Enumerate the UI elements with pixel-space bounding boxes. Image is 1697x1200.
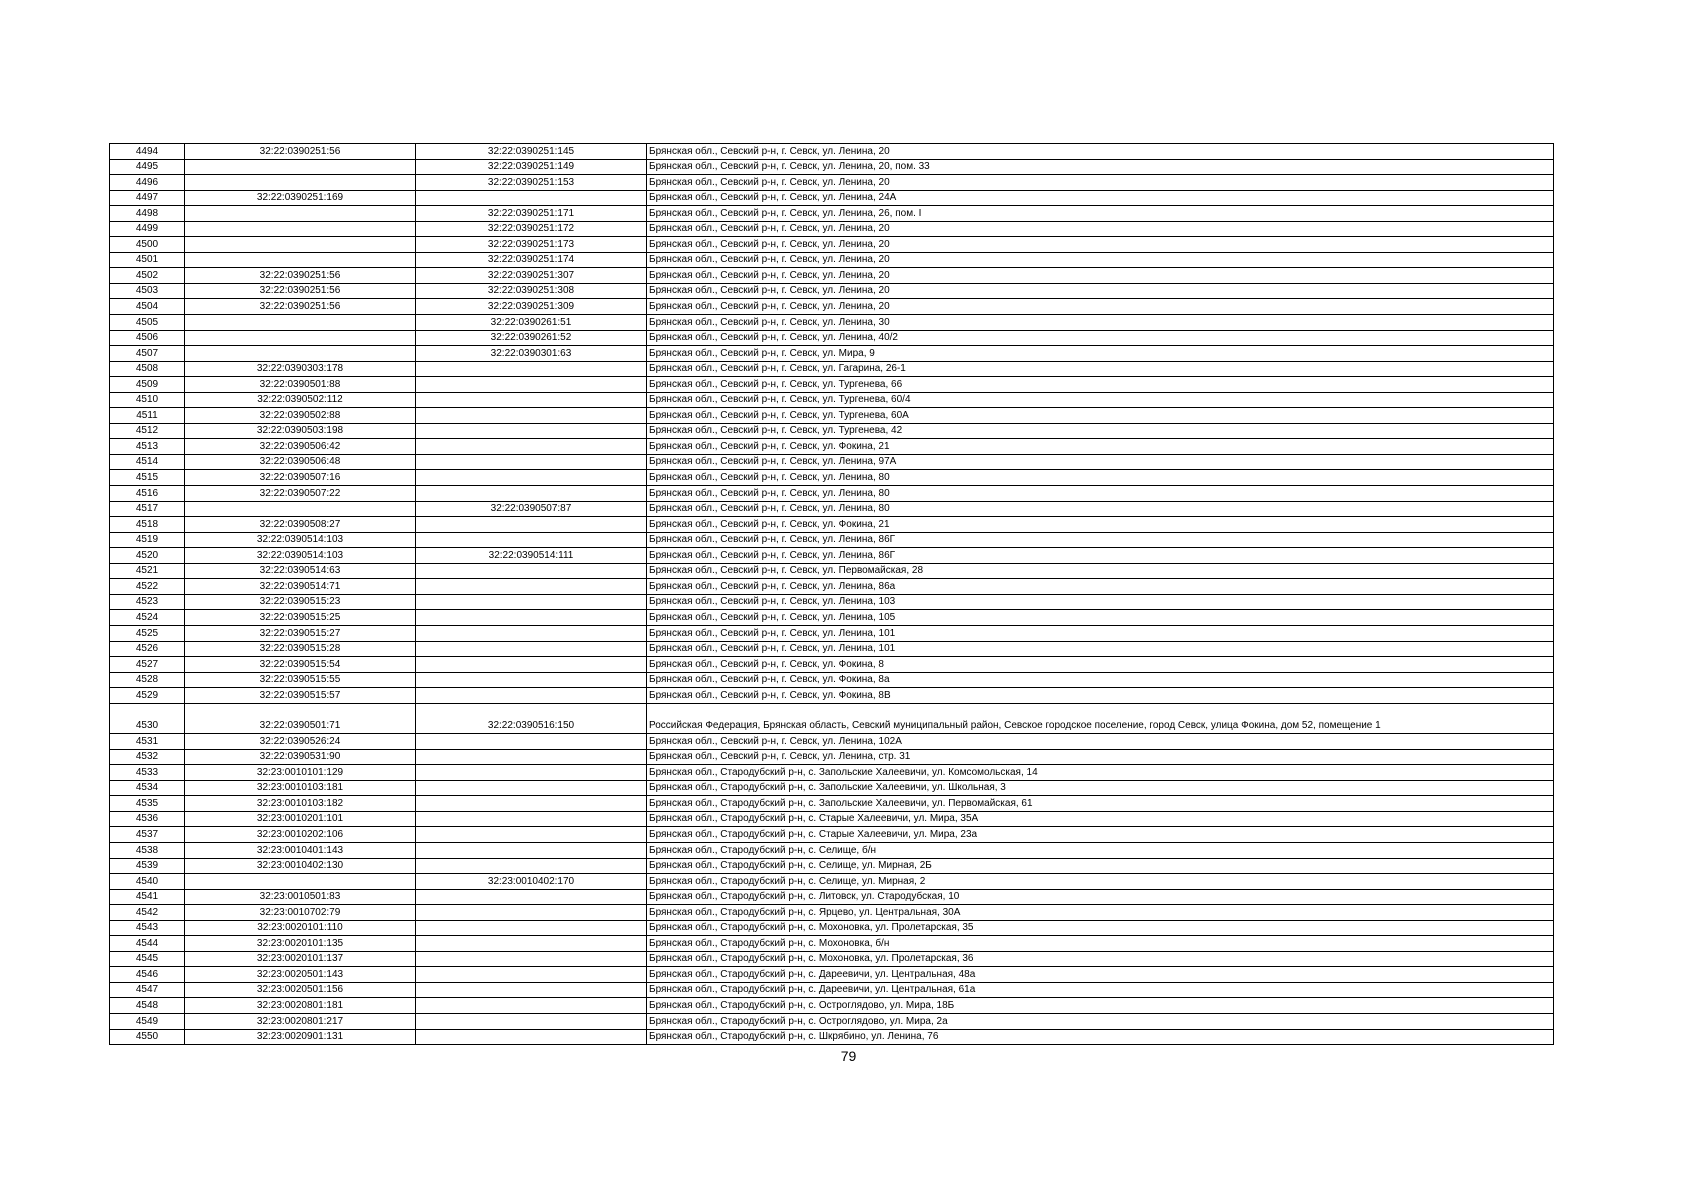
row-number-cell: 4536 <box>110 811 185 827</box>
parent-cadastral-cell: 32:23:0020101:135 <box>185 936 416 952</box>
parent-cadastral-cell <box>185 206 416 222</box>
cadastral-number-cell <box>416 672 647 688</box>
table-row <box>110 780 1554 796</box>
table-row <box>110 532 1554 548</box>
address-cell: Брянская обл., Севский р-н, г. Севск, ул. Ленина, 86Г <box>647 532 1554 548</box>
address-cell: Брянская обл., Севский р-н, г. Севск, ул. Фокина, 8а <box>647 672 1554 688</box>
table-row <box>110 811 1554 827</box>
parent-cadastral-cell: 32:22:0390515:57 <box>185 688 416 704</box>
row-number-cell: 4511 <box>110 408 185 424</box>
parent-cadastral-cell <box>185 237 416 253</box>
parent-cadastral-cell: 32:23:0020501:156 <box>185 982 416 998</box>
cadastral-number-cell <box>416 843 647 859</box>
table-row <box>110 765 1554 781</box>
row-number-cell: 4529 <box>110 688 185 704</box>
table-row <box>110 346 1554 362</box>
table-row <box>110 175 1554 191</box>
table-row <box>110 548 1554 564</box>
row-number-cell: 4501 <box>110 252 185 268</box>
table-row <box>110 283 1554 299</box>
table-row <box>110 951 1554 967</box>
parent-cadastral-cell: 32:22:0390515:54 <box>185 657 416 673</box>
address-cell: Брянская обл., Стародубский р-н, с. Остроглядово, ул. Мира, 18Б <box>647 998 1554 1014</box>
address-cell: Брянская обл., Стародубский р-н, с. Старые Халеевичи, ул. Мира, 23а <box>647 827 1554 843</box>
parent-cadastral-cell: 32:22:0390251:56 <box>185 144 416 160</box>
address-cell: Брянская обл., Севский р-н, г. Севск, ул. Фокина, 21 <box>647 517 1554 533</box>
row-number-cell: 4520 <box>110 548 185 564</box>
address-cell: Брянская обл., Стародубский р-н, с. Мохоновка, ул. Пролетарская, 36 <box>647 951 1554 967</box>
table-row <box>110 827 1554 843</box>
parent-cadastral-cell: 32:22:0390508:27 <box>185 517 416 533</box>
table-row <box>110 688 1554 704</box>
cadastral-number-cell <box>416 408 647 424</box>
table-row <box>110 454 1554 470</box>
row-number-cell: 4545 <box>110 951 185 967</box>
cadastral-number-cell: 32:22:0390261:51 <box>416 315 647 331</box>
parent-cadastral-cell: 32:22:0390506:42 <box>185 439 416 455</box>
address-cell: Брянская обл., Севский р-н, г. Севск, ул. Ленина, 102А <box>647 734 1554 750</box>
cadastral-number-cell: 32:22:0390251:171 <box>416 206 647 222</box>
address-cell: Брянская обл., Севский р-н, г. Севск, ул. Мира, 9 <box>647 346 1554 362</box>
row-number-cell: 4499 <box>110 221 185 237</box>
parent-cadastral-cell: 32:22:0390515:25 <box>185 610 416 626</box>
table-row <box>110 439 1554 455</box>
table-row <box>110 237 1554 253</box>
table-row <box>110 967 1554 983</box>
address-cell: Брянская обл., Севский р-н, г. Севск, ул. Ленина, 20 <box>647 175 1554 191</box>
parent-cadastral-cell: 32:22:0390502:88 <box>185 408 416 424</box>
cadastral-number-cell <box>416 190 647 206</box>
cadastral-number-cell: 32:22:0390261:52 <box>416 330 647 346</box>
row-number-cell: 4540 <box>110 874 185 890</box>
address-cell: Брянская обл., Стародубский р-н, с. Шкрябино, ул. Ленина, 76 <box>647 1029 1554 1045</box>
address-cell: Брянская обл., Севский р-н, г. Севск, ул. Ленина, 20 <box>647 237 1554 253</box>
address-cell: Брянская обл., Севский р-н, г. Севск, ул. Ленина, 30 <box>647 315 1554 331</box>
cadastral-number-cell <box>416 641 647 657</box>
cadastral-number-cell <box>416 749 647 765</box>
table-row <box>110 657 1554 673</box>
row-number-cell: 4543 <box>110 920 185 936</box>
parent-cadastral-cell: 32:23:0020801:181 <box>185 998 416 1014</box>
parent-cadastral-cell: 32:23:0010103:182 <box>185 796 416 812</box>
table-row <box>110 361 1554 377</box>
address-cell: Брянская обл., Севский р-н, г. Севск, ул. Ленина, 20, пом. 33 <box>647 159 1554 175</box>
table-row <box>110 594 1554 610</box>
parent-cadastral-cell <box>185 315 416 331</box>
row-number-cell: 4506 <box>110 330 185 346</box>
row-number-cell: 4515 <box>110 470 185 486</box>
cadastral-number-cell <box>416 998 647 1014</box>
row-number-cell: 4527 <box>110 657 185 673</box>
cadastral-number-cell <box>416 811 647 827</box>
table-row <box>110 905 1554 921</box>
row-number-cell: 4524 <box>110 610 185 626</box>
parent-cadastral-cell: 32:23:0010101:129 <box>185 765 416 781</box>
table-body <box>110 144 1554 1045</box>
address-cell: Брянская обл., Севский р-н, г. Севск, ул. Фокина, 8В <box>647 688 1554 704</box>
address-cell: Брянская обл., Стародубский р-н, с. Запольские Халеевичи, ул. Первомайская, 61 <box>647 796 1554 812</box>
cadastral-number-cell <box>416 967 647 983</box>
address-cell: Брянская обл., Севский р-н, г. Севск, ул. Тургенева, 66 <box>647 377 1554 393</box>
table-row <box>110 299 1554 315</box>
cadastral-number-cell <box>416 951 647 967</box>
cadastral-number-cell: 32:22:0390251:309 <box>416 299 647 315</box>
cadastral-number-cell <box>416 610 647 626</box>
cadastral-number-cell: 32:22:0390516:150 <box>416 703 647 734</box>
parent-cadastral-cell <box>185 346 416 362</box>
row-number-cell: 4549 <box>110 1014 185 1030</box>
table-row <box>110 610 1554 626</box>
cadastral-number-cell: 32:23:0010402:170 <box>416 874 647 890</box>
row-number-cell: 4504 <box>110 299 185 315</box>
address-cell: Российская Федерация, Брянская область, Севский муниципальный район, Севское городское поселение, город Севск, улица Фокина, дом 52, помещение 1 <box>647 703 1554 734</box>
table-row <box>110 858 1554 874</box>
parent-cadastral-cell: 32:23:0020801:217 <box>185 1014 416 1030</box>
address-cell: Брянская обл., Стародубский р-н, с. Селище, ул. Мирная, 2Б <box>647 858 1554 874</box>
cadastral-number-cell <box>416 625 647 641</box>
address-cell: Брянская обл., Стародубский р-н, с. Запольские Халеевичи, ул. Комсомольская, 14 <box>647 765 1554 781</box>
table-row <box>110 330 1554 346</box>
parent-cadastral-cell: 32:22:0390503:198 <box>185 423 416 439</box>
cadastral-number-cell <box>416 889 647 905</box>
address-cell: Брянская обл., Севский р-н, г. Севск, ул. Ленина, 20 <box>647 221 1554 237</box>
row-number-cell: 4547 <box>110 982 185 998</box>
address-cell: Брянская обл., Севский р-н, г. Севск, ул. Ленина, 26, пом. I <box>647 206 1554 222</box>
row-number-cell: 4521 <box>110 563 185 579</box>
table-row <box>110 190 1554 206</box>
cadastral-number-cell <box>416 423 647 439</box>
row-number-cell: 4516 <box>110 486 185 502</box>
row-number-cell: 4541 <box>110 889 185 905</box>
parent-cadastral-cell: 32:22:0390515:55 <box>185 672 416 688</box>
parent-cadastral-cell: 32:22:0390251:169 <box>185 190 416 206</box>
table-row <box>110 408 1554 424</box>
address-cell: Брянская обл., Севский р-н, г. Севск, ул. Ленина, 86Г <box>647 548 1554 564</box>
address-cell: Брянская обл., Севский р-н, г. Севск, ул. Ленина, 40/2 <box>647 330 1554 346</box>
cadastral-number-cell <box>416 1029 647 1045</box>
address-cell: Брянская обл., Севский р-н, г. Севск, ул. Ленина, 20 <box>647 268 1554 284</box>
address-cell: Брянская обл., Севский р-н, г. Севск, ул. Ленина, 101 <box>647 641 1554 657</box>
parent-cadastral-cell: 32:22:0390251:56 <box>185 299 416 315</box>
row-number-cell: 4528 <box>110 672 185 688</box>
address-cell: Брянская обл., Стародубский р-н, с. Запольские Халеевичи, ул. Школьная, 3 <box>647 780 1554 796</box>
row-number-cell: 4526 <box>110 641 185 657</box>
row-number-cell: 4533 <box>110 765 185 781</box>
parent-cadastral-cell: 32:22:0390531:90 <box>185 749 416 765</box>
row-number-cell: 4538 <box>110 843 185 859</box>
row-number-cell: 4531 <box>110 734 185 750</box>
table-row <box>110 1029 1554 1045</box>
address-cell: Брянская обл., Стародубский р-н, с. Мохоновка, б/н <box>647 936 1554 952</box>
cadastral-number-cell <box>416 688 647 704</box>
parent-cadastral-cell: 32:22:0390515:23 <box>185 594 416 610</box>
address-cell: Брянская обл., Стародубский р-н, с. Селище, б/н <box>647 843 1554 859</box>
table-row <box>110 982 1554 998</box>
parent-cadastral-cell: 32:23:0020101:110 <box>185 920 416 936</box>
table-row <box>110 392 1554 408</box>
parent-cadastral-cell: 32:22:0390515:27 <box>185 625 416 641</box>
parent-cadastral-cell: 32:22:0390514:103 <box>185 548 416 564</box>
address-cell: Брянская обл., Севский р-н, г. Севск, ул. Ленина, 20 <box>647 144 1554 160</box>
cadastral-number-cell: 32:22:0390251:149 <box>416 159 647 175</box>
table-row <box>110 377 1554 393</box>
address-cell: Брянская обл., Севский р-н, г. Севск, ул. Ленина, 20 <box>647 299 1554 315</box>
table-row <box>110 252 1554 268</box>
row-number-cell: 4519 <box>110 532 185 548</box>
address-cell: Брянская обл., Севский р-н, г. Севск, ул. Ленина, 24А <box>647 190 1554 206</box>
parent-cadastral-cell: 32:22:0390251:56 <box>185 283 416 299</box>
address-cell: Брянская обл., Севский р-н, г. Севск, ул. Фокина, 8 <box>647 657 1554 673</box>
parent-cadastral-cell: 32:23:0020901:131 <box>185 1029 416 1045</box>
cadastral-number-cell <box>416 780 647 796</box>
row-number-cell: 4525 <box>110 625 185 641</box>
parent-cadastral-cell: 32:23:0010202:106 <box>185 827 416 843</box>
table-row <box>110 517 1554 533</box>
row-number-cell: 4534 <box>110 780 185 796</box>
row-number-cell: 4532 <box>110 749 185 765</box>
parent-cadastral-cell <box>185 330 416 346</box>
parent-cadastral-cell: 32:23:0010401:143 <box>185 843 416 859</box>
cadastral-number-cell: 32:22:0390251:307 <box>416 268 647 284</box>
address-cell: Брянская обл., Севский р-н, г. Севск, ул. Ленина, 80 <box>647 486 1554 502</box>
table-row <box>110 874 1554 890</box>
row-number-cell: 4548 <box>110 998 185 1014</box>
cadastral-number-cell: 32:22:0390514:111 <box>416 548 647 564</box>
row-number-cell: 4502 <box>110 268 185 284</box>
row-number-cell: 4494 <box>110 144 185 160</box>
cadastral-number-cell <box>416 657 647 673</box>
row-number-cell: 4498 <box>110 206 185 222</box>
cadastral-table <box>109 143 1554 1045</box>
parent-cadastral-cell <box>185 501 416 517</box>
row-number-cell: 4546 <box>110 967 185 983</box>
address-cell: Брянская обл., Стародубский р-н, с. Ярцево, ул. Центральная, 30А <box>647 905 1554 921</box>
address-cell: Брянская обл., Севский р-н, г. Севск, ул. Ленина, стр. 31 <box>647 749 1554 765</box>
table-row <box>110 703 1554 734</box>
cadastral-number-cell <box>416 920 647 936</box>
table-row <box>110 796 1554 812</box>
cadastral-number-cell <box>416 796 647 812</box>
parent-cadastral-cell <box>185 175 416 191</box>
cadastral-number-cell <box>416 377 647 393</box>
address-cell: Брянская обл., Севский р-н, г. Севск, ул. Ленина, 20 <box>647 252 1554 268</box>
row-number-cell: 4500 <box>110 237 185 253</box>
address-cell: Брянская обл., Севский р-н, г. Севск, ул. Ленина, 80 <box>647 501 1554 517</box>
cadastral-number-cell: 32:22:0390251:153 <box>416 175 647 191</box>
row-number-cell: 4512 <box>110 423 185 439</box>
address-cell: Брянская обл., Стародубский р-н, с. Селище, ул. Мирная, 2 <box>647 874 1554 890</box>
address-cell: Брянская обл., Севский р-н, г. Севск, ул. Ленина, 103 <box>647 594 1554 610</box>
table-row <box>110 936 1554 952</box>
address-cell: Брянская обл., Стародубский р-н, с. Остроглядово, ул. Мира, 2а <box>647 1014 1554 1030</box>
table-row <box>110 579 1554 595</box>
row-number-cell: 4507 <box>110 346 185 362</box>
table-row <box>110 144 1554 160</box>
cadastral-number-cell: 32:22:0390251:174 <box>416 252 647 268</box>
parent-cadastral-cell: 32:22:0390303:178 <box>185 361 416 377</box>
parent-cadastral-cell: 32:22:0390515:28 <box>185 641 416 657</box>
address-cell: Брянская обл., Стародубский р-н, с. Дареевичи, ул. Центральная, 61а <box>647 982 1554 998</box>
parent-cadastral-cell: 32:22:0390514:103 <box>185 532 416 548</box>
table-row <box>110 159 1554 175</box>
address-cell: Брянская обл., Севский р-н, г. Севск, ул. Тургенева, 60А <box>647 408 1554 424</box>
cadastral-number-cell <box>416 532 647 548</box>
cadastral-number-cell <box>416 361 647 377</box>
cadastral-number-cell <box>416 905 647 921</box>
table-row <box>110 486 1554 502</box>
table-row <box>110 501 1554 517</box>
table-row <box>110 206 1554 222</box>
table-row <box>110 563 1554 579</box>
row-number-cell: 4514 <box>110 454 185 470</box>
address-cell: Брянская обл., Севский р-н, г. Севск, ул. Фокина, 21 <box>647 439 1554 455</box>
cadastral-number-cell <box>416 982 647 998</box>
cadastral-number-cell <box>416 579 647 595</box>
parent-cadastral-cell: 32:22:0390502:112 <box>185 392 416 408</box>
parent-cadastral-cell <box>185 159 416 175</box>
table-row <box>110 315 1554 331</box>
row-number-cell: 4542 <box>110 905 185 921</box>
row-number-cell: 4550 <box>110 1029 185 1045</box>
address-cell: Брянская обл., Севский р-н, г. Севск, ул. Ленина, 101 <box>647 625 1554 641</box>
row-number-cell: 4496 <box>110 175 185 191</box>
row-number-cell: 4503 <box>110 283 185 299</box>
address-cell: Брянская обл., Стародубский р-н, с. Мохоновка, ул. Пролетарская, 35 <box>647 920 1554 936</box>
cadastral-number-cell <box>416 563 647 579</box>
cadastral-number-cell <box>416 439 647 455</box>
parent-cadastral-cell: 32:22:0390507:16 <box>185 470 416 486</box>
parent-cadastral-cell: 32:22:0390526:24 <box>185 734 416 750</box>
address-cell: Брянская обл., Стародубский р-н, с. Литовск, ул. Стародубская, 10 <box>647 889 1554 905</box>
cadastral-number-cell: 32:22:0390251:145 <box>416 144 647 160</box>
table-row <box>110 889 1554 905</box>
cadastral-number-cell <box>416 594 647 610</box>
cadastral-number-cell <box>416 734 647 750</box>
row-number-cell: 4537 <box>110 827 185 843</box>
table-row <box>110 625 1554 641</box>
table-row <box>110 1014 1554 1030</box>
parent-cadastral-cell: 32:22:0390514:71 <box>185 579 416 595</box>
table-row <box>110 920 1554 936</box>
address-cell: Брянская обл., Севский р-н, г. Севск, ул. Ленина, 20 <box>647 283 1554 299</box>
parent-cadastral-cell <box>185 221 416 237</box>
cadastral-number-cell <box>416 827 647 843</box>
row-number-cell: 4517 <box>110 501 185 517</box>
cadastral-number-cell: 32:22:0390507:87 <box>416 501 647 517</box>
address-cell: Брянская обл., Стародубский р-н, с. Старые Халеевичи, ул. Мира, 35А <box>647 811 1554 827</box>
address-cell: Брянская обл., Севский р-н, г. Севск, ул. Тургенева, 42 <box>647 423 1554 439</box>
row-number-cell: 4510 <box>110 392 185 408</box>
parent-cadastral-cell: 32:22:0390507:22 <box>185 486 416 502</box>
cadastral-number-cell: 32:22:0390251:172 <box>416 221 647 237</box>
parent-cadastral-cell: 32:23:0020501:143 <box>185 967 416 983</box>
address-cell: Брянская обл., Севский р-н, г. Севск, ул. Ленина, 80 <box>647 470 1554 486</box>
address-cell: Брянская обл., Севский р-н, г. Севск, ул. Гагарина, 26-1 <box>647 361 1554 377</box>
table-row <box>110 470 1554 486</box>
address-cell: Брянская обл., Севский р-н, г. Севск, ул. Тургенева, 60/4 <box>647 392 1554 408</box>
parent-cadastral-cell: 32:22:0390251:56 <box>185 268 416 284</box>
page-number: 79 <box>840 1048 857 1064</box>
cadastral-number-cell <box>416 1014 647 1030</box>
row-number-cell: 4530 <box>110 703 185 734</box>
row-number-cell: 4509 <box>110 377 185 393</box>
cadastral-number-cell: 32:22:0390301:63 <box>416 346 647 362</box>
row-number-cell: 4535 <box>110 796 185 812</box>
cadastral-number-cell <box>416 454 647 470</box>
row-number-cell: 4495 <box>110 159 185 175</box>
cadastral-number-cell <box>416 392 647 408</box>
cadastral-number-cell <box>416 765 647 781</box>
address-cell: Брянская обл., Севский р-н, г. Севск, ул. Ленина, 105 <box>647 610 1554 626</box>
table-row <box>110 843 1554 859</box>
parent-cadastral-cell: 32:22:0390501:88 <box>185 377 416 393</box>
parent-cadastral-cell: 32:23:0020101:137 <box>185 951 416 967</box>
cadastral-number-cell: 32:22:0390251:173 <box>416 237 647 253</box>
table-row <box>110 641 1554 657</box>
table-row <box>110 749 1554 765</box>
cadastral-number-cell <box>416 517 647 533</box>
parent-cadastral-cell: 32:22:0390501:71 <box>185 703 416 734</box>
address-cell: Брянская обл., Севский р-н, г. Севск, ул. Первомайская, 28 <box>647 563 1554 579</box>
row-number-cell: 4539 <box>110 858 185 874</box>
parent-cadastral-cell: 32:23:0010201:101 <box>185 811 416 827</box>
row-number-cell: 4497 <box>110 190 185 206</box>
table-row <box>110 672 1554 688</box>
table-row <box>110 268 1554 284</box>
parent-cadastral-cell: 32:23:0010501:83 <box>185 889 416 905</box>
parent-cadastral-cell: 32:23:0010402:130 <box>185 858 416 874</box>
row-number-cell: 4513 <box>110 439 185 455</box>
table-row <box>110 998 1554 1014</box>
row-number-cell: 4508 <box>110 361 185 377</box>
cadastral-number-cell: 32:22:0390251:308 <box>416 283 647 299</box>
cadastral-number-cell <box>416 936 647 952</box>
row-number-cell: 4505 <box>110 315 185 331</box>
cadastral-number-cell <box>416 858 647 874</box>
row-number-cell: 4523 <box>110 594 185 610</box>
parent-cadastral-cell: 32:23:0010702:79 <box>185 905 416 921</box>
row-number-cell: 4544 <box>110 936 185 952</box>
address-cell: Брянская обл., Севский р-н, г. Севск, ул. Ленина, 97А <box>647 454 1554 470</box>
address-cell: Брянская обл., Стародубский р-н, с. Дареевичи, ул. Центральная, 48а <box>647 967 1554 983</box>
parent-cadastral-cell: 32:22:0390514:63 <box>185 563 416 579</box>
parent-cadastral-cell <box>185 252 416 268</box>
cadastral-number-cell <box>416 470 647 486</box>
row-number-cell: 4518 <box>110 517 185 533</box>
table-row <box>110 221 1554 237</box>
parent-cadastral-cell: 32:23:0010103:181 <box>185 780 416 796</box>
row-number-cell: 4522 <box>110 579 185 595</box>
parent-cadastral-cell: 32:22:0390506:48 <box>185 454 416 470</box>
address-cell: Брянская обл., Севский р-н, г. Севск, ул. Ленина, 86а <box>647 579 1554 595</box>
cadastral-number-cell <box>416 486 647 502</box>
parent-cadastral-cell <box>185 874 416 890</box>
table-row <box>110 423 1554 439</box>
table-row <box>110 734 1554 750</box>
